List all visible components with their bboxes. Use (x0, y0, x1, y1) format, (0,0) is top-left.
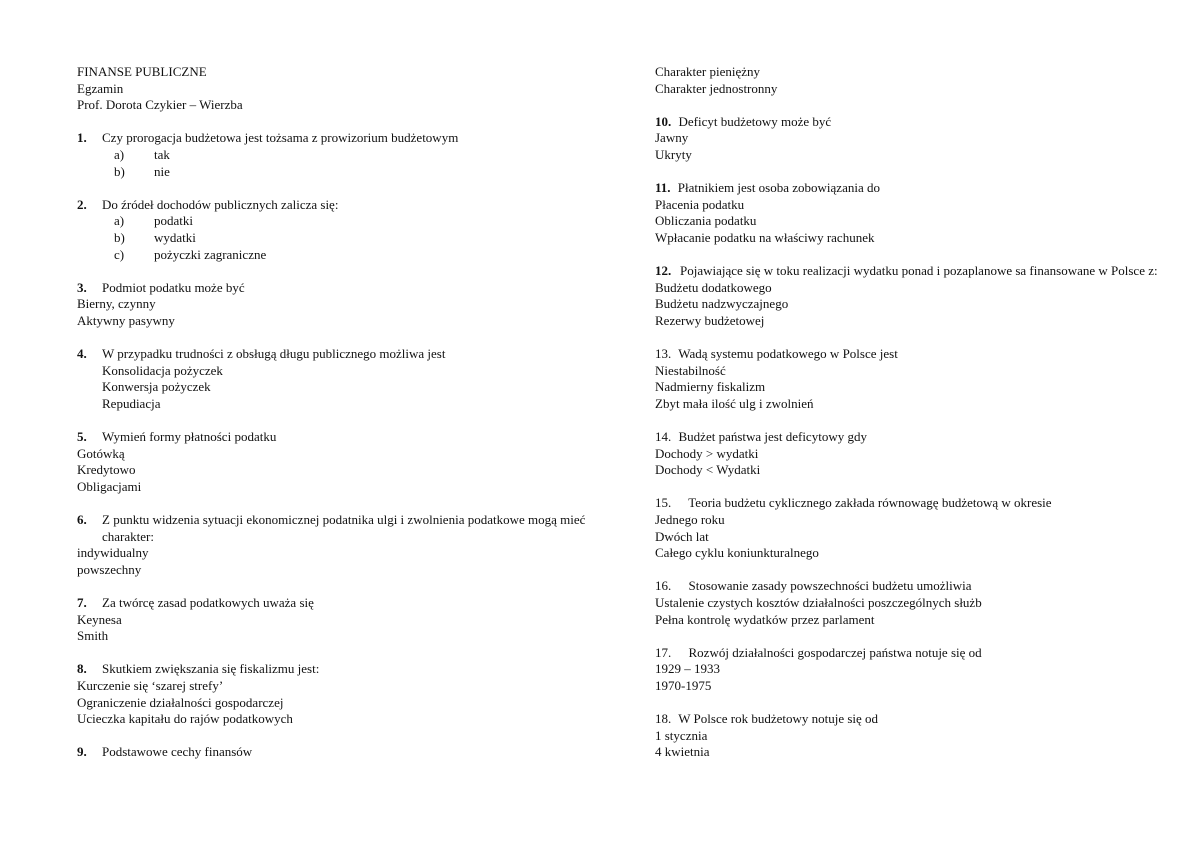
option-letter: c) (114, 246, 125, 262)
option-letter: a) (114, 213, 125, 229)
question-number: 11. (655, 180, 671, 196)
answer-line: Charakter pieniężny (655, 64, 761, 79)
question-3 (77, 280, 597, 330)
answer-line: Nadmierny fiskalizm (655, 379, 766, 395)
answer-line: Charakter jednostronny (655, 80, 778, 96)
header-block (77, 64, 597, 114)
question-text: Czy prorogacja budżetowa jest tożsama z prowizorium budżetowym (102, 130, 459, 146)
question-number: 17. (655, 644, 672, 660)
answer-line: Konwersja pożyczek (102, 379, 211, 395)
question-17 (655, 645, 1155, 695)
question-16 (655, 578, 1155, 628)
question-text: Płatnikiem jest osoba zobowiązania do (677, 180, 880, 196)
answer-line: 1929 – 1933 (655, 661, 720, 677)
answer-line: Całego cyklu koniunkturalnego (655, 545, 819, 561)
question-text: W Polsce rok budżetowy notuje się od (678, 711, 879, 727)
question-number: 15. (655, 495, 672, 511)
question-12 (655, 263, 1158, 329)
answer-line: Dwóch lat (655, 528, 709, 544)
answer-line: Keynesa (77, 611, 122, 627)
answer-line: Kurczenie się ‘szarej strefy’ (77, 677, 224, 693)
question-number: 3. (77, 279, 87, 295)
answer-line: Gotówką (77, 445, 125, 461)
answer-line: Budżetu nadzwyczajnego (655, 296, 789, 312)
question-text: Z punktu widzenia sytuacji ekonomicznej podatnika ulgi i zwolnienia podatkowe mogą mieć charakter: (102, 512, 586, 544)
question-number: 13. (655, 346, 672, 362)
option-text: podatki (154, 213, 193, 229)
question-number: 2. (77, 196, 87, 212)
answer-line: 1 stycznia (655, 727, 708, 743)
document-subtitle: Egzamin (77, 80, 124, 96)
question-text: Za twórcę zasad podatkowych uważa się (102, 595, 314, 610)
question-number: 1. (77, 130, 87, 146)
question-1 (77, 130, 597, 180)
question-text: Pojawiające się w toku realizacji wydatku ponad i pozaplanowe sa finansowane w Polsce z: (680, 263, 1158, 279)
question-number: 4. (77, 346, 87, 362)
answer-line: Jednego roku (655, 512, 725, 528)
question-number: 12. (655, 263, 672, 279)
option-item (77, 230, 597, 247)
document-author: Prof. Dorota Czykier – Wierzba (77, 97, 243, 113)
question-number: 8. (77, 661, 87, 677)
option-text: nie (154, 163, 170, 179)
question-text: Wadą systemu podatkowego w Polsce jest (678, 346, 898, 362)
question-text: Podstawowe cechy finansów (102, 744, 253, 760)
left-column (77, 64, 597, 778)
question-number: 14. (655, 429, 672, 445)
option-item (77, 213, 597, 230)
question-5 (77, 429, 597, 495)
answer-line: indywidualny (77, 545, 149, 561)
option-text: wydatki (154, 229, 196, 245)
question-6 (77, 512, 597, 578)
answer-line: Obligacjami (77, 478, 142, 494)
answer-line: Rezerwy budżetowej (655, 312, 765, 328)
question-number: 5. (77, 429, 87, 445)
answer-line: Dochody > wydatki (655, 445, 759, 461)
answer-line: Aktywny pasywny (77, 312, 175, 328)
question-13 (655, 346, 1155, 412)
question-7 (77, 595, 597, 645)
answer-line: 1970-1975 (655, 677, 712, 693)
question-11 (655, 180, 1155, 246)
option-item (77, 247, 597, 264)
answer-line: Jawny (655, 130, 689, 146)
answer-line: Obliczania podatku (655, 213, 757, 229)
answer-line: powszechny (77, 561, 142, 577)
answer-line: Kredytowo (77, 462, 136, 478)
question-text: Wymień formy płatności podatku (102, 429, 277, 445)
answer-line: Budżetu dodatkowego (655, 279, 772, 295)
answer-line: Ukryty (655, 146, 692, 162)
question-10 (655, 114, 1155, 164)
question-9-continued (655, 64, 1155, 97)
answer-line: Zbyt mała ilość ulg i zwolnień (655, 395, 814, 411)
document-title: FINANSE PUBLICZNE (77, 64, 207, 79)
option-item (77, 164, 597, 181)
question-4 (77, 346, 597, 412)
question-number: 9. (77, 744, 87, 760)
option-text: tak (154, 146, 170, 162)
question-text: Podmiot podatku może być (102, 279, 245, 295)
answer-line: Wpłacanie podatku na właściwy rachunek (655, 229, 875, 245)
question-2 (77, 197, 597, 263)
answer-line: Smith (77, 628, 109, 644)
question-text: Stosowanie zasady powszechności budżetu umożliwia (688, 578, 972, 594)
answer-line: Konsolidacja pożyczek (102, 362, 223, 378)
answer-line: Ograniczenie działalności gospodarczej (77, 694, 284, 710)
question-number: 10. (655, 113, 672, 129)
question-number: 7. (77, 595, 87, 610)
answer-line: Niestabilność (655, 362, 726, 378)
question-text: Rozwój działalności gospodarczej państwa notuje się od (688, 644, 982, 660)
question-8 (77, 661, 597, 727)
question-number: 18. (655, 711, 672, 727)
question-text: Skutkiem zwiększania się fiskalizmu jest: (102, 661, 320, 677)
answer-line: Płacenia podatku (655, 196, 745, 212)
answer-line: Ustalenie czystych kosztów działalności poszczególnych służb (655, 595, 982, 610)
answer-line: Ucieczka kapitału do rajów podatkowych (77, 711, 293, 727)
right-column (655, 64, 1158, 778)
option-text: pożyczki zagraniczne (154, 246, 267, 262)
question-14 (655, 429, 1155, 479)
question-text: W przypadku trudności z obsługą długu publicznego możliwa jest (102, 346, 446, 362)
question-9 (77, 744, 597, 761)
question-number: 16. (655, 578, 672, 594)
option-letter: a) (114, 146, 125, 162)
question-text: Do źródeł dochodów publicznych zalicza się: (102, 196, 339, 212)
option-letter: b) (114, 229, 125, 245)
answer-line: Dochody < Wydatki (655, 462, 761, 478)
answer-line: 4 kwietnia (655, 744, 710, 760)
question-text: Deficyt budżetowy może być (678, 113, 832, 129)
question-18 (655, 711, 1155, 761)
option-letter: b) (114, 163, 125, 179)
answer-line: Bierny, czynny (77, 296, 156, 312)
question-text: Budżet państwa jest deficytowy gdy (678, 429, 867, 445)
question-text: Teoria budżetu cyklicznego zakłada równowagę budżetową w okresie (688, 495, 1052, 511)
option-item (77, 147, 597, 164)
question-number: 6. (77, 512, 87, 528)
answer-line: Repudiacja (102, 395, 161, 411)
question-15 (655, 495, 1155, 561)
answer-line: Pełna kontrolę wydatków przez parlament (655, 611, 875, 627)
